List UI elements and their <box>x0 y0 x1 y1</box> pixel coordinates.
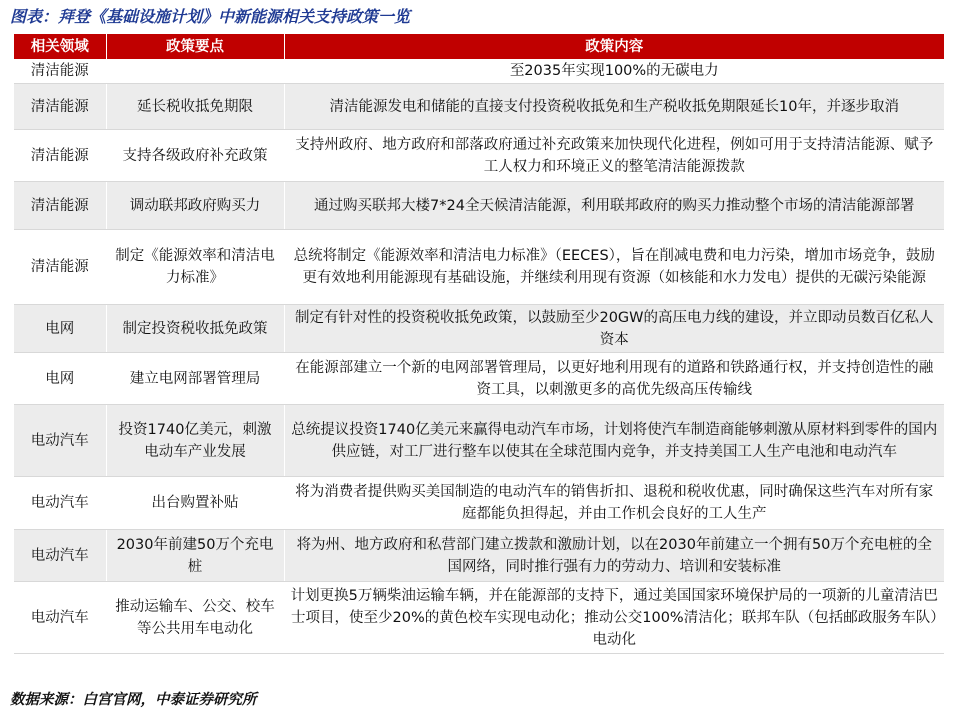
cell-content: 清洁能源发电和储能的直接支付投资税收抵免和生产税收抵免期限延长10年，并逐步取消 <box>284 84 944 130</box>
table-row <box>14 182 944 230</box>
table-row <box>14 305 944 353</box>
cell-point <box>106 59 284 84</box>
cell-point: 建立电网部署管理局 <box>106 353 284 405</box>
policy-table-container <box>14 34 944 654</box>
cell-content: 通过购买联邦大楼7*24全天候清洁能源，利用联邦政府的购买力推动整个市场的清洁能源部署 <box>284 182 944 230</box>
cell-content: 计划更换5万辆柴油运输车辆，并在能源部的支持下，通过美国国家环境保护局的一项新的儿童清洁巴士项目，使至少20%的黄色校车实现电动化；推动公交100%清洁化；联邦车队（包括邮政服务车队）电动化 <box>284 582 944 654</box>
table-row <box>14 582 944 654</box>
header-field: 相关领域 <box>14 34 106 59</box>
cell-point: 支持各级政府补充政策 <box>106 130 284 182</box>
cell-field: 电动汽车 <box>14 530 106 582</box>
cell-content: 在能源部建立一个新的电网部署管理局，以更好地利用现有的道路和铁路通行权，并支持创造性的融资工具，以刺激更多的高优先级高压传输线 <box>284 353 944 405</box>
cell-field: 电网 <box>14 353 106 405</box>
cell-content: 总统将制定《能源效率和清洁电力标准》（EECES），旨在削减电费和电力污染，增加市场竞争，鼓励更有效地利用能源现有基础设施，并继续利用现有资源（如核能和水力发电）提供的无碳污染能源 <box>284 230 944 305</box>
header-content: 政策内容 <box>284 34 944 59</box>
cell-field: 清洁能源 <box>14 84 106 130</box>
cell-field: 清洁能源 <box>14 59 106 84</box>
cell-field: 电网 <box>14 305 106 353</box>
cell-content: 将为州、地方政府和私营部门建立拨款和激励计划，以在2030年前建立一个拥有50万个充电桩的全国网络，同时推行强有力的劳动力、培训和安装标准 <box>284 530 944 582</box>
table-header-row <box>14 34 944 59</box>
cell-field: 清洁能源 <box>14 182 106 230</box>
cell-point: 制定《能源效率和清洁电力标准》 <box>106 230 284 305</box>
cell-content: 总统提议投资1740亿美元来赢得电动汽车市场，计划将使汽车制造商能够刺激从原材料到零件的国内供应链，对工厂进行整车以使其在全球范围内竞争，并支持美国工人生产电池和电动汽车 <box>284 405 944 477</box>
table-row <box>14 530 944 582</box>
cell-content: 至2035年实现100%的无碳电力 <box>284 59 944 84</box>
figure-title: 图表：拜登《基础设施计划》中新能源相关支持政策一览 <box>10 7 411 26</box>
cell-field: 电动汽车 <box>14 582 106 654</box>
cell-point: 延长税收抵免期限 <box>106 84 284 130</box>
cell-point: 投资1740亿美元，刺激电动车产业发展 <box>106 405 284 477</box>
table-row <box>14 230 944 305</box>
cell-content: 制定有针对性的投资税收抵免政策，以鼓励至少20GW的高压电力线的建设，并立即动员数百亿私人资本 <box>284 305 944 353</box>
table-row <box>14 477 944 530</box>
cell-field: 清洁能源 <box>14 130 106 182</box>
cell-field: 电动汽车 <box>14 477 106 530</box>
cell-point: 制定投资税收抵免政策 <box>106 305 284 353</box>
cell-point: 2030年前建50万个充电桩 <box>106 530 284 582</box>
cell-field: 电动汽车 <box>14 405 106 477</box>
cell-content: 将为消费者提供购买美国制造的电动汽车的销售折扣、退税和税收优惠，同时确保这些汽车对所有家庭都能负担得起，并由工作机会良好的工人生产 <box>284 477 944 530</box>
table-row <box>14 405 944 477</box>
table-row <box>14 130 944 182</box>
data-source-note: 数据来源：白宫官网，中泰证券研究所 <box>10 692 257 708</box>
policy-table <box>14 34 944 654</box>
cell-point: 推动运输车、公交、校车等公共用车电动化 <box>106 582 284 654</box>
table-row <box>14 353 944 405</box>
cell-content: 支持州政府、地方政府和部落政府通过补充政策来加快现代化进程，例如可用于支持清洁能源、赋予工人权力和环境正义的整笔清洁能源拨款 <box>284 130 944 182</box>
cell-point: 调动联邦政府购买力 <box>106 182 284 230</box>
table-row <box>14 59 944 84</box>
header-point: 政策要点 <box>106 34 284 59</box>
cell-field: 清洁能源 <box>14 230 106 305</box>
cell-point: 出台购置补贴 <box>106 477 284 530</box>
table-row <box>14 84 944 130</box>
